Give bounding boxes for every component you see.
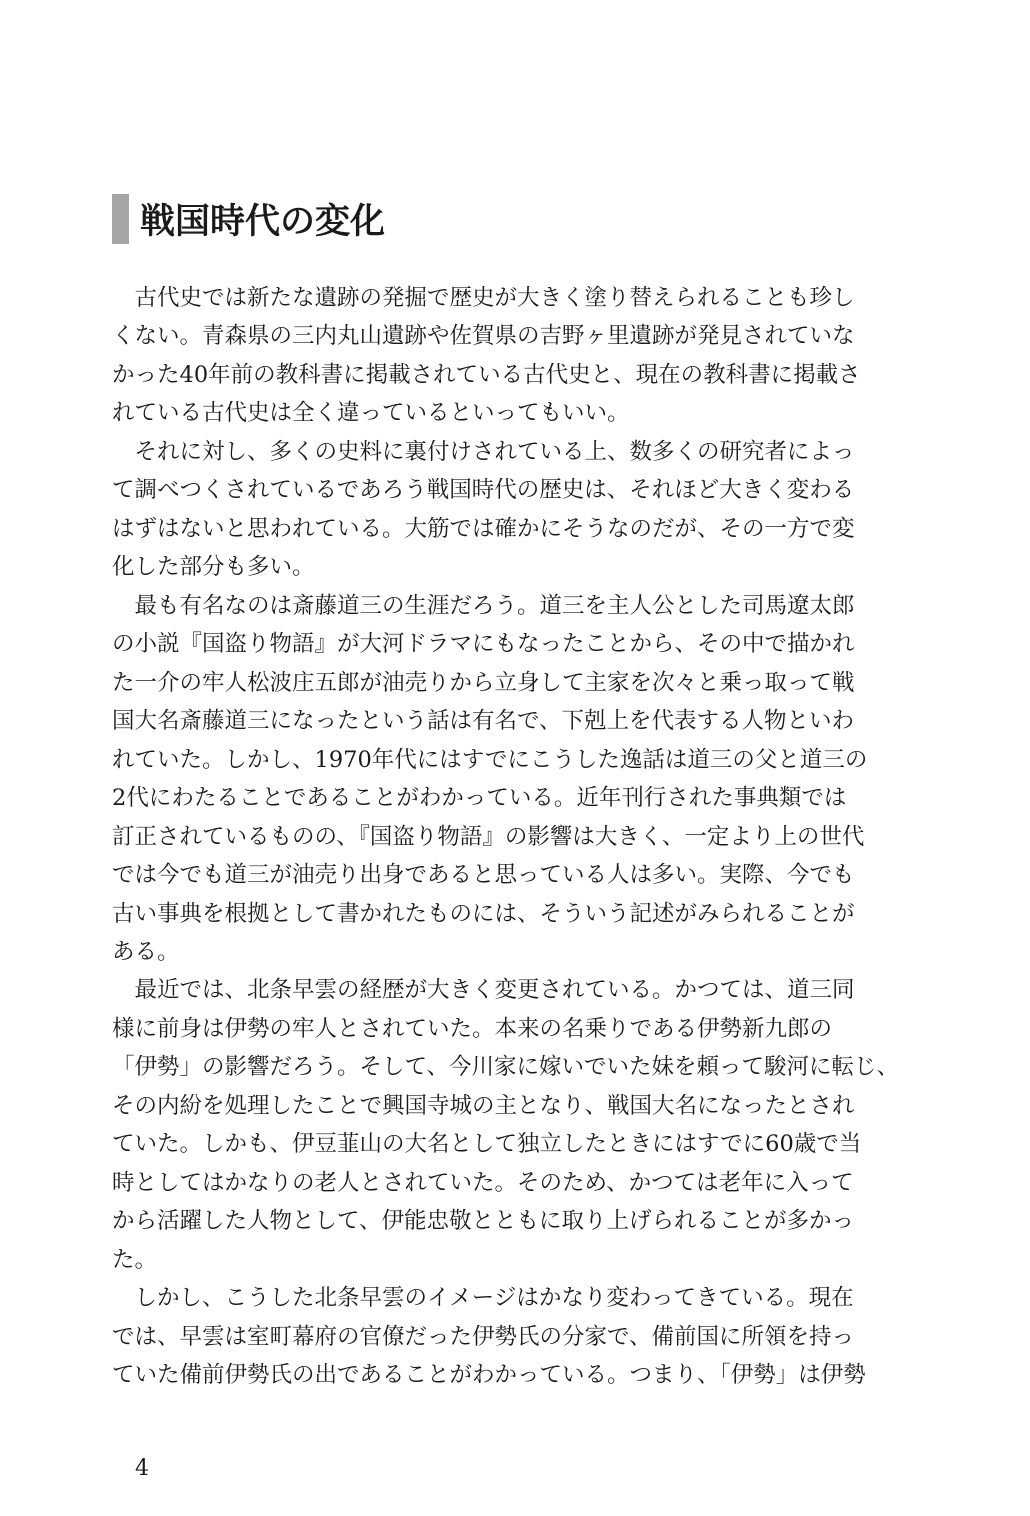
text-line: 最近では、北条早雲の経歴が大きく変更されている。かつては、道三同	[112, 977, 855, 1004]
text-line: 古代史では新たな遺跡の発掘で歴史が大きく塗り替えられることも珍し	[112, 285, 855, 311]
text-line: 国大名斎藤道三になったという話は有名で、下剋上を代表する人物といわ	[112, 708, 855, 735]
text-line: はずはないと思われている。大筋では確かにそうなのだが、その一方で変	[112, 515, 855, 542]
text-line: 2代にわたることであることがわかっている。近年刊行された事典類では	[112, 785, 847, 812]
text-line: それに対し、多くの史料に裏付けされている上、数多くの研究者によっ	[112, 438, 855, 465]
text-line: ていた備前伊勢氏の出であることがわかっている。つまり、「伊勢」は伊勢	[112, 1362, 866, 1389]
text-line: た一介の牢人松波庄五郎が油売りから立身して主家を次々と乗っ取って戦	[112, 669, 855, 696]
text-line: 化した部分も多い。	[112, 554, 315, 581]
text-line: ていた。しかも、伊豆韮山の大名として独立したときにはすでに60歳で当	[112, 1131, 862, 1158]
text-line: かった40年前の教科書に掲載されている古代史と、現在の教科書に掲載さ	[112, 361, 861, 388]
body-text	[112, 279, 942, 1395]
page-title: 戦国時代の変化	[140, 202, 386, 242]
text-line: では今でも道三が油売り出身であると思っている人は多い。実際、今でも	[112, 862, 855, 889]
text-line: では、早雲は室町幕府の官僚だった伊勢氏の分家で、備前国に所領を持っ	[112, 1323, 855, 1350]
text-line: くない。青森県の三内丸山遺跡や佐賀県の吉野ヶ里遺跡が発見されていな	[112, 323, 855, 350]
heading-accent-bar	[112, 194, 129, 244]
text-line: その内紛を処理したことで興国寺城の主となり、戦国大名になったとされ	[112, 1092, 855, 1119]
text-line: 「伊勢」の影響だろう。そして、今川家に嫁いでいた妹を頼って駿河に転じ、	[112, 1054, 900, 1081]
text-line: た。	[112, 1246, 158, 1273]
text-line: 古い事典を根拠として書かれたものには、そういう記述がみられることが	[112, 900, 855, 927]
text-line: しかし、こうした北条早雲のイメージはかなり変わってきている。現在	[112, 1285, 854, 1312]
page-number: 4	[135, 1456, 149, 1481]
text-line: れている古代史は全く違っているといってもいい。	[112, 400, 630, 427]
text-line: 訂正されているものの、『国盗り物語』の影響は大きく、一定より上の世代	[112, 823, 865, 850]
text-line: 様に前身は伊勢の牢人とされていた。本来の名乗りである伊勢新九郎の	[112, 1015, 833, 1042]
text-line: ある。	[112, 938, 180, 965]
text-line: から活躍した人物として、伊能忠敬とともに取り上げられることが多かっ	[112, 1208, 855, 1235]
section-heading	[112, 194, 385, 244]
text-line: れていた。しかし、1970年代にはすでにこうした逸話は道三の父と道三の	[112, 746, 868, 773]
text-line: て調べつくされているであろう戦国時代の歴史は、それほど大きく変わる	[112, 477, 855, 504]
text-line: 時としてはかなりの老人とされていた。そのため、かつては老年に入って	[112, 1169, 854, 1196]
text-line: の小説『国盗り物語』が大河ドラマにもなったことから、その中で描かれ	[112, 631, 855, 658]
text-line: 最も有名なのは斎藤道三の生涯だろう。道三を主人公とした司馬遼太郎	[112, 592, 855, 619]
